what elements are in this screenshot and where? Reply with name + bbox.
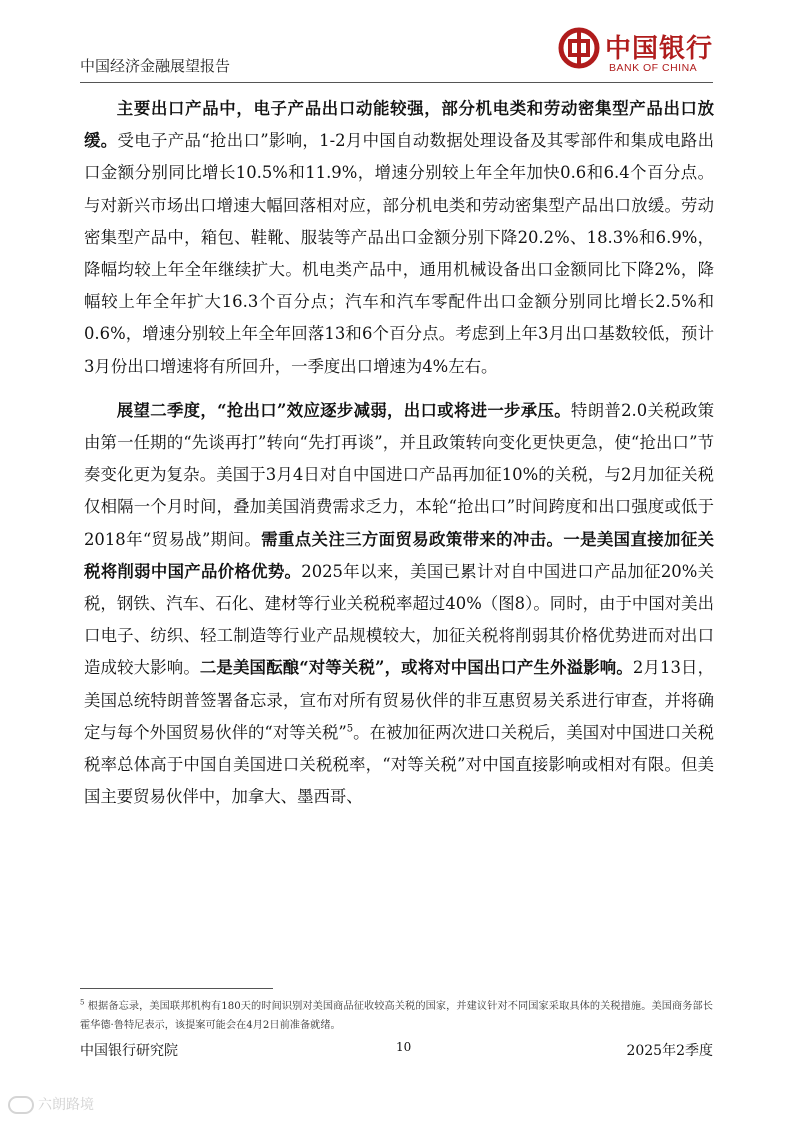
bank-logo <box>553 18 713 78</box>
paragraph-emphasis: 需重点关注三方面贸易政策带来的冲击。一是美国直接加征关税将削弱中国产品价格优势。 <box>84 529 714 581</box>
paragraph-emphasis: 二是美国酝酿“对等关税”，或将对中国出口产生外溢影响。 <box>199 658 633 678</box>
footnote-reference[interactable]: 5 <box>346 723 354 735</box>
paragraph-outlook <box>84 395 714 814</box>
footnote <box>80 997 713 1035</box>
watermark-icon <box>8 1096 34 1114</box>
paragraph-text: 。在被加征两次进口关税后，美国对中国进口关税税率总体高于中国自美国进口关税税率，“对等关税”对中国直接影响或相对有限。但美国主要贸易伙伴中，加拿大、墨西哥、 <box>84 722 714 807</box>
footer-institute: 中国银行研究院 <box>80 1043 178 1059</box>
paragraph-exports <box>84 93 714 383</box>
paragraph-lead: 展望二季度，“抢出口”效应逐步减弱，出口或将进一步承压。 <box>116 400 571 420</box>
paragraph-text: 受电子产品“抢出口”影响，1-2月中国自动数据处理设备及其零部件和集成电路出口金额分别同比增长10.5%和11.9%，增速分别较上年全年加快0.6和6.4个百分点。与对新兴市场出口增速大幅回落相对应，部分机电类和劳动密集型产品出口放缓。劳动密集型产品中，箱包、鞋靴、服装等产品出口金额分别下降20.2%、18.3%和6.9%，降幅均较上年全年继续扩大。机电类产品中，通用机械设备出口金额同比下降2%，降幅较上年全年扩大16.3个百分点；汽车和汽车零配件出口金额分别同比增长2.5%和0.6%，增速分别较上年全年回落13和6个百分点。考虑到上年3月出口基数较低，预计3月份出口增速将有所回升，一季度出口增速为4%左右。 <box>84 131 715 376</box>
watermark <box>8 1094 128 1114</box>
report-title: 中国经济金融展望报告 <box>80 57 231 75</box>
page-number: 10 <box>396 1040 412 1054</box>
main-content <box>84 93 714 813</box>
footnote-text: 根据备忘录，美国联邦机构有180天的时间识别对美国商品征收较高关税的国家，并建议针对不同国家采取具体的关税措施。美国商务部长霍华德·鲁特尼表示，该提案可能会在4月2日前准备就绪。 <box>80 1001 713 1031</box>
paragraph-text: 2月13日，美国总统特朗普签署备忘录，宣布对所有贸易伙伴的非互惠贸易关系进行审查，并将确定与每个外国贸易伙伴的“对等关税” <box>84 658 714 742</box>
page-header <box>80 18 713 83</box>
watermark-text: 六朗路境 <box>38 1097 94 1113</box>
footnote-mark: 5 <box>80 998 85 1007</box>
paragraph-text: 特朗普2.0关税政策由第一任期的“先谈再打”转向“先打再谈”，并且政策转向变化更快更急，使“抢出口”节奏变化更为复杂。美国于3月4日对自中国进口产品再加征10%的关税，与2月加征关税仅相隔一个月时间，叠加美国消费需求乏力，本轮“抢出口”时间跨度和出口强度或低于2018年“贸易战”期间。 <box>84 400 714 549</box>
footnote-divider <box>80 988 273 989</box>
paragraph-lead: 主要出口产品中，电子产品出口动能较强，部分机电类和劳动密集型产品出口放缓。 <box>84 99 714 151</box>
bank-logo-icon <box>557 26 601 70</box>
paragraph-text: 2025年以来，美国已累计对自中国进口产品加征20%关税，钢铁、汽车、石化、建材等行业关税税率超过40%（图8）。同时，由于中国对美出口电子、纺织、轻工制造等行业产品规模较大，加征关税将削弱其价格优势进而对出口造成较大影响。 <box>84 561 714 678</box>
footer-period: 2025年2季度 <box>626 1043 713 1059</box>
logo-chinese-name: 中国银行 <box>605 34 714 64</box>
page-footer <box>80 1040 713 1064</box>
logo-english-name: BANK OF CHINA <box>609 62 698 74</box>
